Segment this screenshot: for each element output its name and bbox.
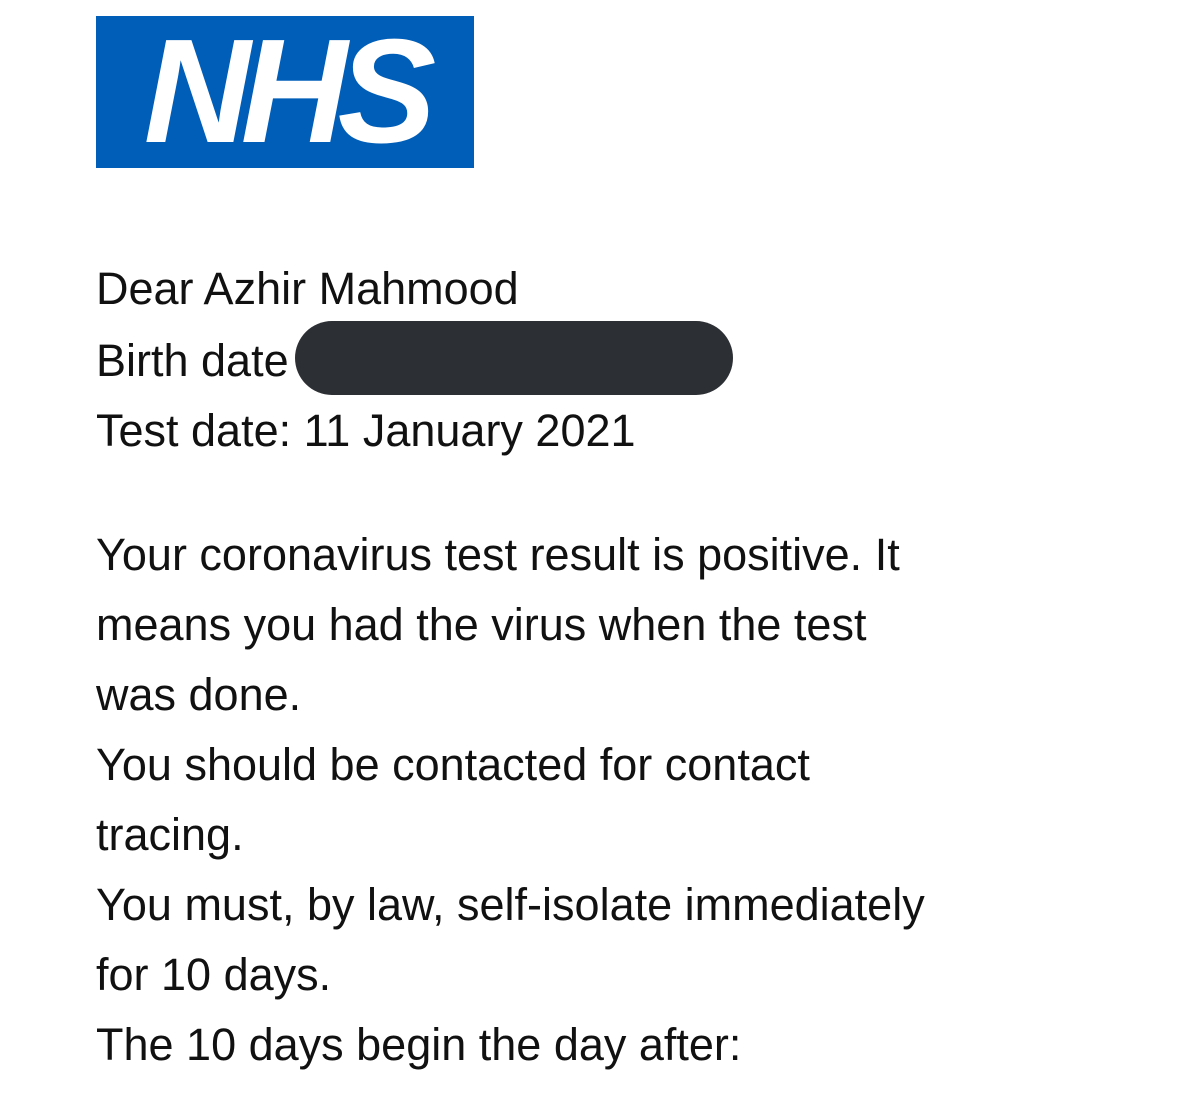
message-line: for 10 days. (96, 949, 332, 1000)
nhs-logo-text: NHS (143, 16, 427, 168)
birth-date-redaction (295, 321, 733, 395)
greeting: Dear Azhir Mahmood (96, 263, 519, 314)
nhs-logo (96, 16, 474, 168)
message-line: means you had the virus when the test (96, 599, 867, 650)
message-line: was done. (96, 669, 302, 720)
result-message (96, 520, 1096, 1080)
message-line: You must, by law, self-isolate immediately (96, 879, 925, 930)
test-date: Test date: 11 January 2021 (96, 405, 636, 456)
message-line: tracing. (96, 809, 244, 860)
birth-date-row (96, 333, 733, 395)
message-line: Your coronavirus test result is positive. It (96, 529, 900, 580)
birth-date-label: Birth date (96, 334, 289, 386)
message-line: You should be contacted for contact (96, 739, 810, 790)
message-line: The 10 days begin the day after: (96, 1019, 742, 1070)
